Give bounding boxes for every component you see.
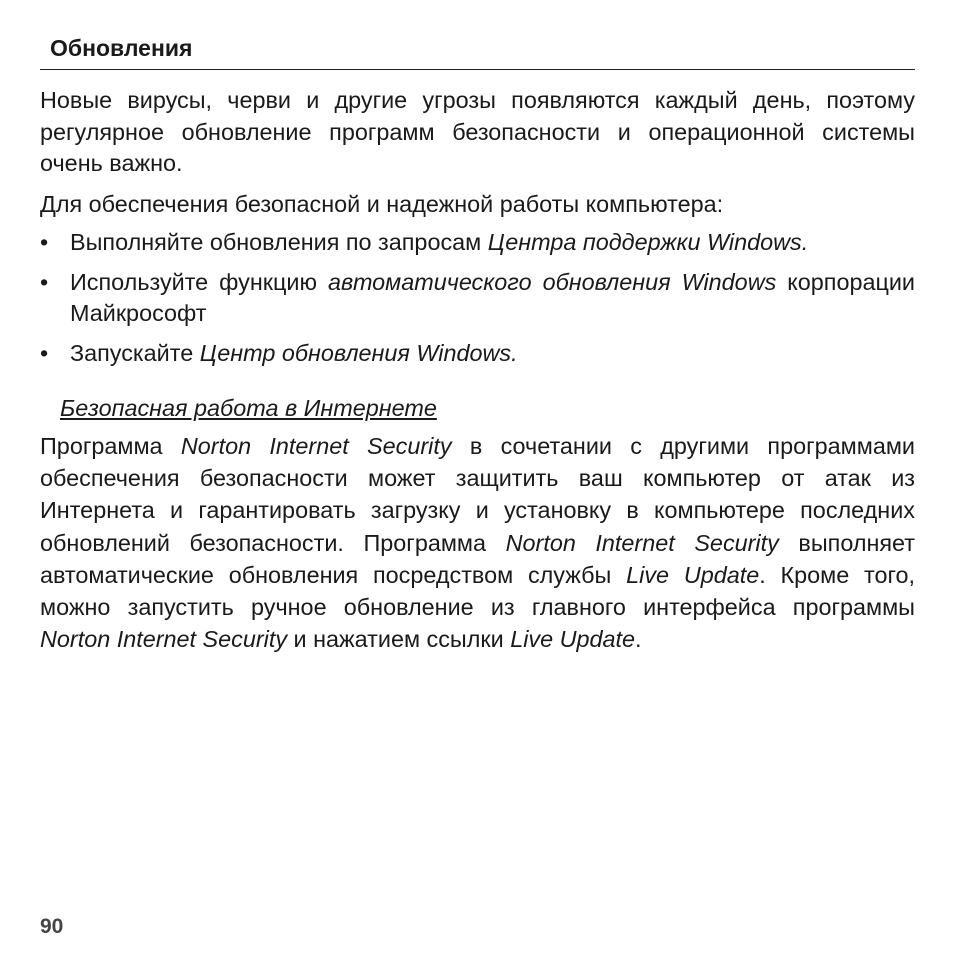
list-item-emphasis: Центра поддержки Windows. bbox=[487, 229, 809, 255]
list-item-tail: корпорации Майкрософт bbox=[70, 268, 915, 326]
body-text: в сочетании с другими программами обеспечения безопасности может защитить ваш компьютер от атак из Интернета и гарантировать загрузку и установку в компьютере последних обновлений безопасности. Программа bbox=[40, 433, 915, 556]
page-content bbox=[40, 85, 915, 655]
intro-paragraph: Новые вирусы, черви и другие угрозы появляются каждый день, поэтому регулярное обновление программ безопасности и операционной системы очень важно. bbox=[40, 87, 915, 176]
norton-paragraph bbox=[40, 430, 915, 655]
list-item bbox=[40, 338, 915, 370]
list-item-emphasis: Центр обновления Windows. bbox=[199, 339, 518, 366]
body-text: Программа bbox=[40, 433, 181, 459]
list-item-text: Запускайте bbox=[70, 339, 200, 366]
list-item-text: Выполняйте обновления по запросам bbox=[70, 229, 488, 255]
update-tips-list bbox=[40, 227, 915, 369]
page-number: 90 bbox=[40, 915, 64, 938]
product-name: Norton Internet Security bbox=[180, 433, 452, 459]
body-text: и нажатием ссылки bbox=[287, 626, 511, 653]
bullet-icon: • bbox=[40, 339, 49, 366]
body-text: . bbox=[635, 626, 642, 653]
list-item bbox=[40, 227, 915, 259]
bullet-icon: • bbox=[40, 268, 49, 295]
product-name: Norton Internet Security bbox=[505, 529, 779, 556]
list-item-text: Используйте функцию bbox=[70, 268, 328, 295]
lead-paragraph: Для обеспечения безопасной и надежной работы компьютера: bbox=[40, 190, 724, 217]
page-heading: Обновления bbox=[50, 35, 193, 61]
service-name: Live Update bbox=[626, 561, 760, 588]
bullet-icon: • bbox=[40, 229, 49, 255]
list-item-emphasis: автоматического обновления Windows bbox=[327, 268, 777, 295]
service-name: Live Update bbox=[510, 626, 636, 653]
heading-divider bbox=[40, 69, 915, 70]
product-name: Norton Internet Security bbox=[40, 626, 288, 653]
body-text: . Кроме того, можно запустить ручное обновление из главного интерфейса программы bbox=[40, 561, 915, 621]
list-item bbox=[40, 267, 915, 330]
section-subheading: Безопасная работа в Интернете bbox=[60, 395, 437, 421]
body-text: выполняет автоматические обновления посредством службы bbox=[40, 529, 915, 588]
